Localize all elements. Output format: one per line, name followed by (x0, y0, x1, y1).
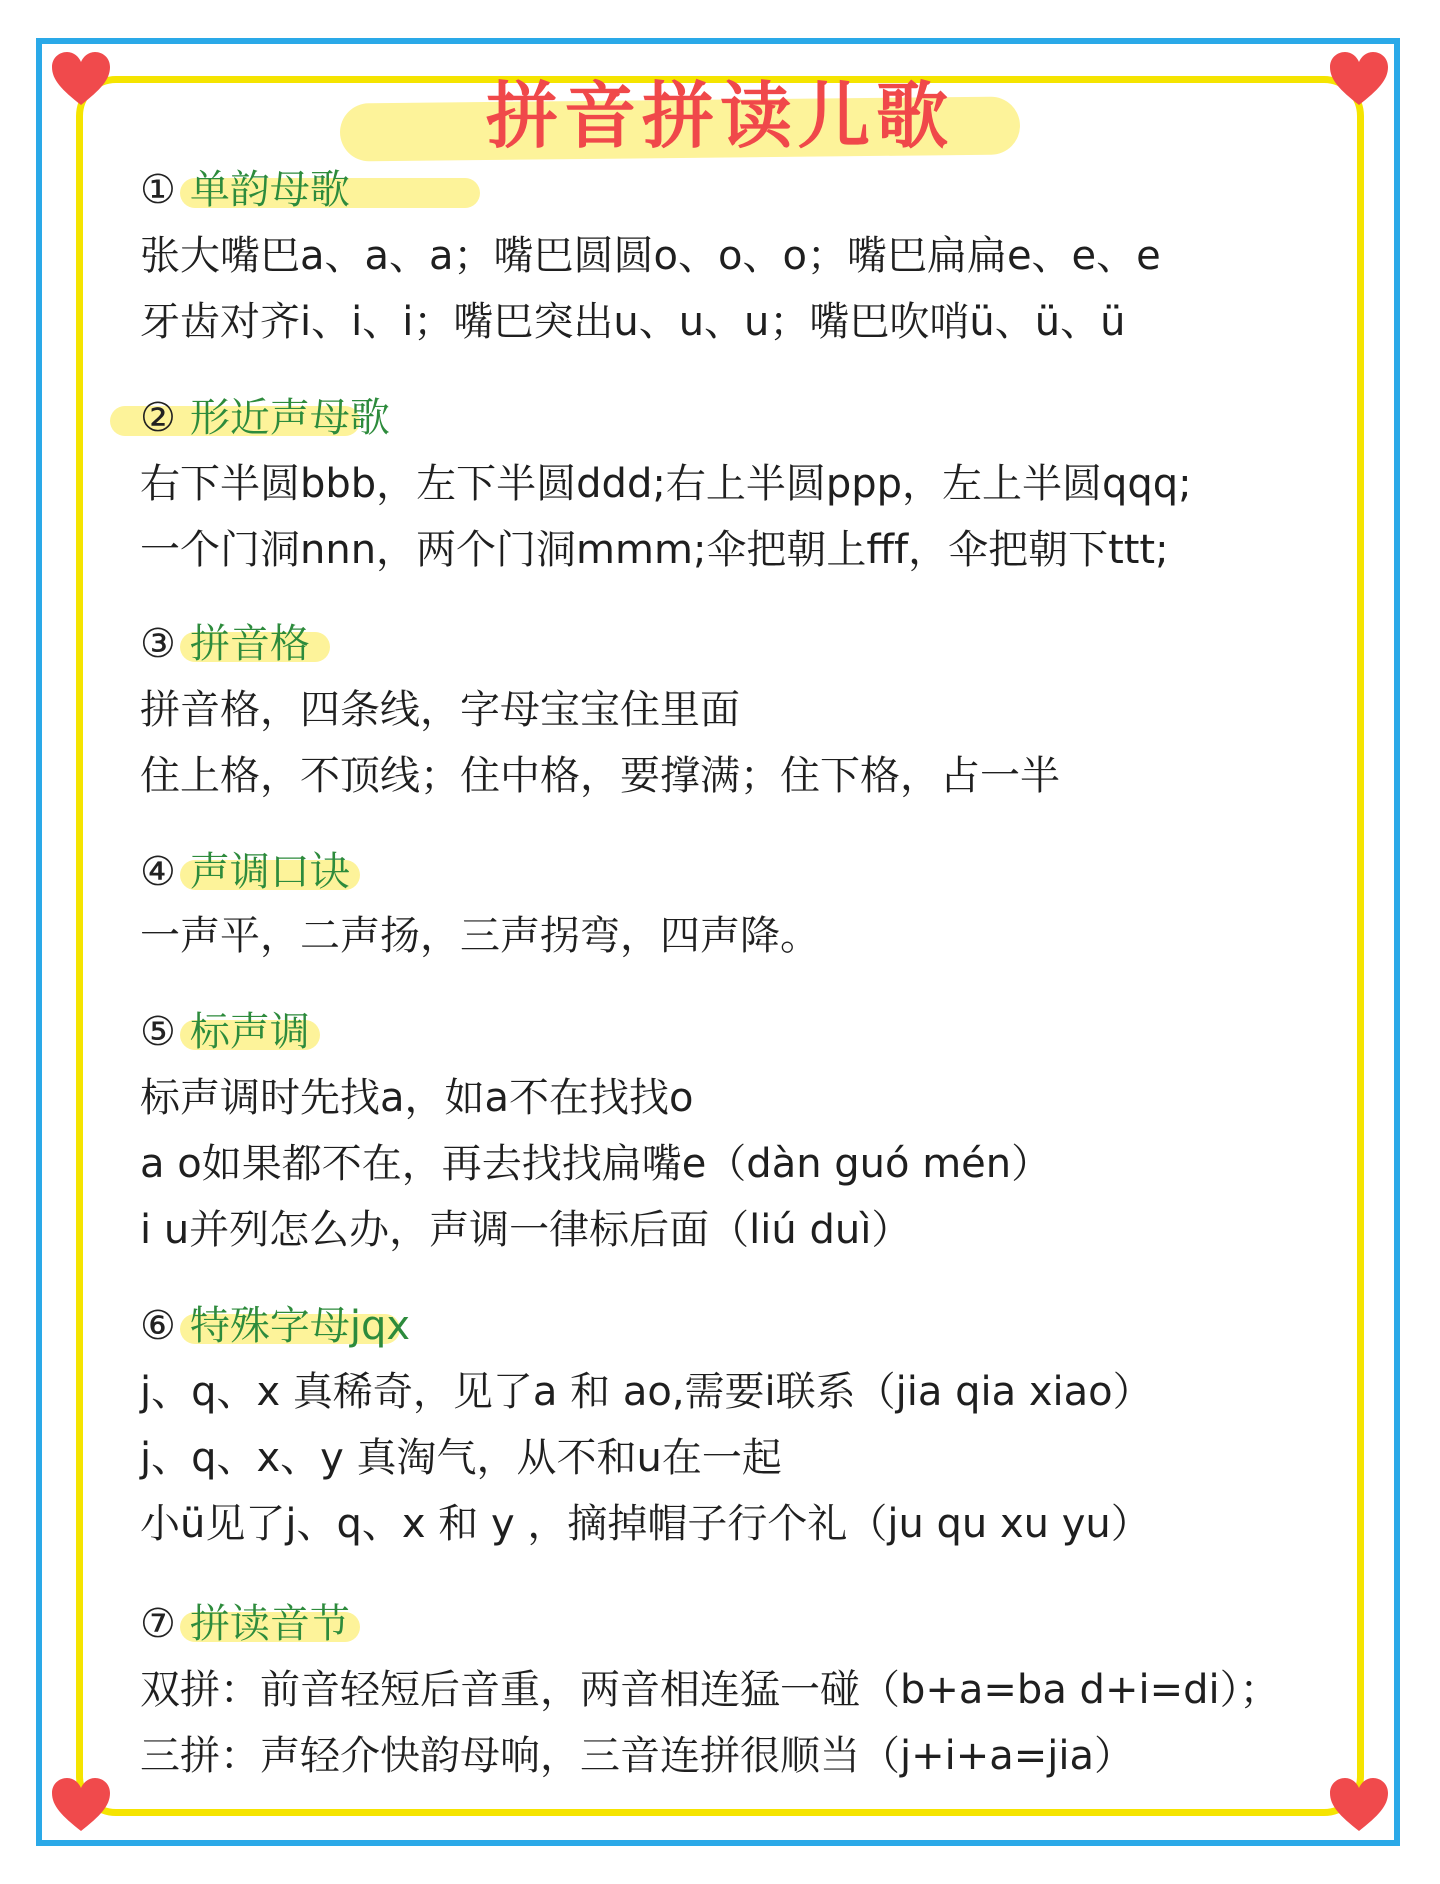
section-heading (140, 164, 350, 216)
text-line: 双拼：前音轻短后音重，两音相连猛一碰（b+a=ba d+i=di）； (140, 1667, 1280, 1713)
text-line: 住上格，不顶线；住中格，要撑满；住下格，占一半 (140, 753, 1060, 799)
text-line: 张大嘴巴a、a、a；嘴巴圆圆o、o、o；嘴巴扁扁e、e、e (140, 233, 1161, 279)
text-line: a o如果都不在，再去找找扁嘴e（dàn guó mén） (140, 1141, 1052, 1187)
section-heading (140, 392, 390, 444)
section-title: 声调口诀 (189, 849, 350, 895)
section-heading (140, 1006, 310, 1058)
text-line: j、q、x、y 真淘气，从不和u在一起 (140, 1435, 782, 1481)
text-line: 牙齿对齐i、i、i；嘴巴突出u、u、u；嘴巴吹哨ü、ü、ü (140, 299, 1126, 345)
text-line: 拼音格，四条线，字母宝宝住里面 (140, 687, 740, 733)
heart-icon (1328, 1776, 1390, 1834)
section-number: ⑥ (140, 1303, 176, 1349)
text-line: 一声平，二声扬，三声拐弯，四声降。 (140, 913, 820, 959)
section-number: ① (140, 167, 176, 213)
text-line: i u并列怎么办，声调一律标后面（liú duì） (140, 1207, 912, 1253)
section-number: ④ (140, 849, 176, 895)
section-heading (140, 1598, 350, 1650)
section-title: 形近声母歌 (189, 395, 390, 441)
text-line: 标声调时先找a，如a不在找找o (140, 1075, 694, 1121)
text-line: 三拼：声轻介快韵母响，三音连拼很顺当（j+i+a=jia） (140, 1733, 1135, 1779)
section-heading (140, 846, 350, 898)
section-number: ③ (140, 621, 176, 667)
text-line: 右下半圆bbb，左下半圆ddd;右上半圆ppp，左上半圆qqq; (140, 461, 1192, 507)
section-title: 拼音格 (189, 621, 310, 667)
section-heading (140, 1300, 410, 1352)
text-line: 小ü见了j、q、x 和 y ，摘掉帽子行个礼（ju qu xu yu） (140, 1501, 1151, 1547)
section-title: 单韵母歌 (189, 167, 350, 213)
text-line: 一个门洞nnn，两个门洞mmm;伞把朝上fff，伞把朝下ttt; (140, 527, 1169, 573)
section-number: ⑤ (140, 1009, 176, 1055)
section-title: 拼读音节 (189, 1601, 350, 1647)
text-line: j、q、x 真稀奇，见了a 和 ao,需要i联系（jia qia xiao） (140, 1369, 1153, 1415)
heart-icon (50, 1776, 112, 1834)
section-heading (140, 618, 310, 670)
section-title: 标声调 (189, 1009, 310, 1055)
section-number: ⑦ (140, 1601, 176, 1647)
section-number: ② (140, 395, 176, 441)
section-title: 特殊字母jqx (189, 1303, 411, 1349)
page-title: 拼音拼读儿歌 (485, 74, 954, 158)
